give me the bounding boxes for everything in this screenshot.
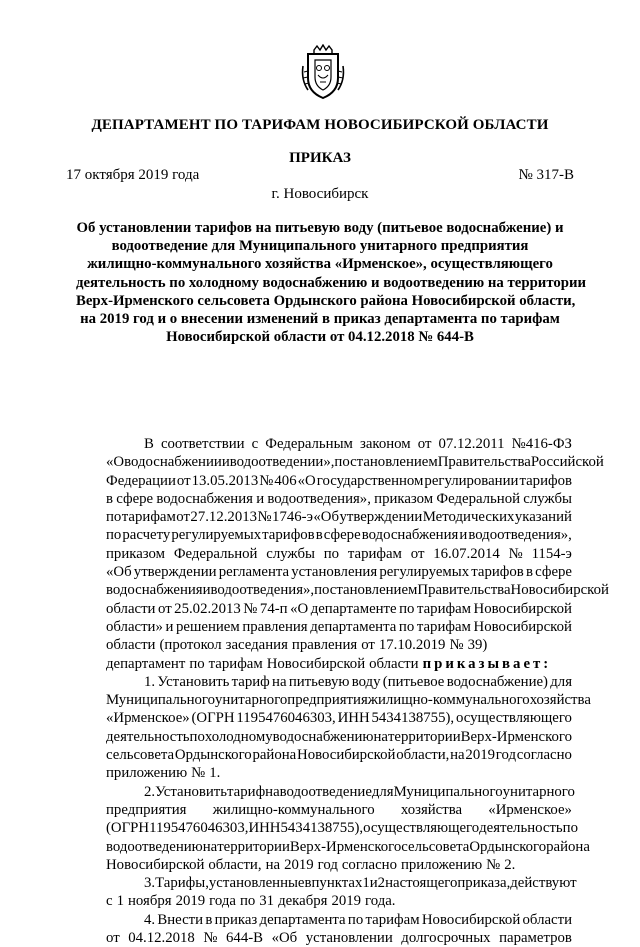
body-word: 2019 <box>284 856 314 873</box>
body-word: службы <box>266 545 315 562</box>
body-word: на <box>265 856 281 873</box>
body-word: 1195476046303, <box>149 820 249 837</box>
body-word: «О <box>290 600 309 617</box>
body-word: установленные <box>208 875 305 892</box>
body-word: водоотведения», <box>468 527 572 544</box>
body-word: 1746-э <box>272 509 313 526</box>
body-word: и <box>221 454 230 471</box>
body-word: приказа, <box>457 875 511 892</box>
body-word: года <box>209 893 236 910</box>
body-line <box>106 856 572 874</box>
body-word: предприятия <box>106 801 187 818</box>
body-word: для <box>371 783 394 800</box>
body-word: сфере <box>116 490 154 507</box>
body-word: хозяйства <box>400 801 463 818</box>
body-line <box>106 600 572 618</box>
body-word: 04.12.2018 <box>128 930 195 947</box>
body-word: тариф <box>227 783 266 800</box>
body-word: жилищно-коммунального <box>367 692 530 709</box>
body-word: № <box>508 545 523 562</box>
body-word: Установить <box>155 783 228 800</box>
body-word: 406 <box>274 472 297 489</box>
body-word: холодному <box>204 728 273 745</box>
body-word: 3. <box>144 875 156 892</box>
body-word: 1. <box>144 673 156 690</box>
body-word: на <box>202 838 218 855</box>
body-line <box>106 526 572 544</box>
body-word: 4. <box>144 911 156 928</box>
body-word: водоснабжение) <box>446 673 548 690</box>
body-line <box>106 545 572 563</box>
body-word: по <box>239 893 256 910</box>
body-word: Федерации <box>106 472 176 489</box>
body-word: района <box>546 838 590 855</box>
document-date: 17 октября 2019 года <box>66 167 200 183</box>
body-word: № <box>257 509 272 526</box>
body-word: по <box>347 911 364 928</box>
body-word: 31 <box>259 893 275 910</box>
body-word: № <box>203 930 218 947</box>
body-word: «О <box>106 454 125 471</box>
body-line <box>106 783 575 801</box>
body-word: постановлением <box>334 454 438 471</box>
body-word: Верх-Ирменского <box>460 728 572 745</box>
body-word: согласно <box>341 856 397 873</box>
body-word: год <box>317 856 338 873</box>
body-word: «Об <box>106 564 132 581</box>
body-word: Муниципального <box>393 783 503 800</box>
body-line <box>106 691 591 709</box>
body-word: «Ирменское» <box>488 801 572 818</box>
body-word: области <box>522 911 572 928</box>
body-word: правления <box>242 618 308 635</box>
body-word: и <box>459 527 468 544</box>
title-line: на 2019 год и о внесении изменений в приказ департамента по тарифам <box>80 311 560 328</box>
body-word: Правительства <box>417 582 511 599</box>
body-line <box>106 746 572 764</box>
body-word: на <box>373 728 388 745</box>
body-word: в <box>525 564 533 581</box>
body-word: 1154-э <box>531 545 572 562</box>
body-word: соответствии <box>160 436 245 452</box>
body-word: ноября <box>127 893 172 910</box>
body-word: по <box>399 600 415 617</box>
body-word: действуют <box>510 875 577 892</box>
title-line: водоотведение для Муниципального унитарного предприятия <box>111 238 529 255</box>
body-word: Ордынского <box>469 838 547 855</box>
body-word: от <box>157 600 172 617</box>
body-word: утверждении <box>339 509 423 526</box>
body-word: установления <box>291 564 378 581</box>
body-word: 74-п <box>259 600 288 617</box>
body-line <box>106 764 572 782</box>
body-word: тарифам <box>365 911 420 928</box>
body-word: регулируемых <box>171 527 262 544</box>
body-word: 2019 <box>175 893 206 910</box>
body-word: тарифов <box>471 564 524 581</box>
body-word: (ОГРН <box>191 710 235 727</box>
body-word: сельсовета <box>106 747 175 764</box>
body-word: от <box>176 472 191 489</box>
body-word: Методических <box>422 509 515 526</box>
body-word: Новосибирской <box>106 856 205 873</box>
body-word: № <box>486 856 501 873</box>
body-word: области» <box>106 618 163 635</box>
body-word: постановлением <box>314 582 418 599</box>
body-word: от <box>361 637 375 654</box>
spaced-word: приказывает: <box>422 655 552 672</box>
body-word: тариф <box>231 673 270 690</box>
body-word: год <box>495 747 516 764</box>
body-word: № <box>243 600 258 617</box>
title-line: деятельность по холодному водоснабжению и водоотведению на территории <box>76 274 587 291</box>
body-line <box>106 435 572 453</box>
body-word: (протокол <box>159 637 222 654</box>
body-word: тарифов <box>519 472 572 489</box>
body-word: осуществляющего <box>363 820 480 837</box>
document-type: ПРИКАЗ <box>289 150 351 166</box>
body-word: и <box>256 490 265 507</box>
body-line <box>106 563 572 581</box>
body-word: тарифам <box>347 545 402 562</box>
body-word: на <box>265 783 280 800</box>
body-line <box>106 892 572 910</box>
body-line <box>106 874 577 892</box>
body-word: Новосибирской <box>473 618 572 635</box>
body-word: Новосибирской <box>473 600 572 617</box>
body-word: Верх-Ирменского <box>289 838 402 855</box>
body-word: области, <box>396 747 450 764</box>
body-word: 13.05.2013 <box>191 472 259 489</box>
body-word: водоотведения», <box>267 490 371 507</box>
document-number: № 317-В <box>518 167 574 183</box>
body-word: 1. <box>209 765 221 782</box>
body-word: службы <box>523 490 572 507</box>
body-word: приложению <box>106 765 188 782</box>
body-line <box>106 581 609 599</box>
body-word: 1195476046303, <box>236 710 336 727</box>
body-word: по <box>562 820 578 837</box>
body-word: 5434138755), <box>280 820 364 837</box>
body-word: в <box>315 527 323 544</box>
body-word: № <box>191 765 206 782</box>
body-word: Установить <box>157 673 230 690</box>
body-word: унитарного <box>502 783 575 800</box>
body-word: осуществляющего <box>455 710 572 727</box>
body-word: 16.07.2014 <box>433 545 500 562</box>
body-word: хозяйства <box>529 692 591 709</box>
body-word: Новосибирской <box>510 582 609 599</box>
title-line: Верх-Ирменского сельсовета Ордынского района Новосибирской области, <box>76 292 576 309</box>
body-word: департаменте <box>310 600 397 617</box>
body-word: территории <box>217 838 290 855</box>
document-title <box>76 219 587 346</box>
body-word: по <box>106 509 122 526</box>
body-word: 644-В <box>226 930 264 947</box>
body-word: в <box>205 911 213 928</box>
body-word: государственном <box>316 472 424 489</box>
body-word: территории <box>387 728 461 745</box>
body-word: в <box>106 490 113 507</box>
body-word: области <box>369 655 419 672</box>
body-word: по <box>323 545 340 562</box>
body-word: тарифам <box>208 655 263 672</box>
body-word: настоящего <box>385 875 458 892</box>
title-line: Об установлении тарифов на питьевую воду (питьевое водоснабжение) и <box>76 220 564 236</box>
body-line <box>106 636 572 654</box>
body-line <box>106 911 572 929</box>
body-word: приказом <box>374 490 434 507</box>
document-city: г. Новосибирск <box>271 186 369 202</box>
body-word: Правительства <box>437 454 531 471</box>
body-word: № <box>449 637 464 654</box>
body-word: Новосибирской <box>297 747 396 764</box>
body-word: с <box>106 893 113 910</box>
body-word: от <box>106 930 120 947</box>
body-word: сельсовета <box>401 838 470 855</box>
body-word: регулируемых <box>379 564 470 581</box>
body-line <box>106 838 590 856</box>
body-line <box>106 508 572 526</box>
body-word: предприятия <box>287 692 368 709</box>
body-line <box>106 472 572 490</box>
body-word: по <box>189 728 205 745</box>
body-word: Федеральной <box>436 490 521 507</box>
body-word: Внести <box>157 911 204 928</box>
body-word: «О <box>297 472 316 489</box>
body-word: 5434138755), <box>371 710 455 727</box>
body-word: согласно <box>516 747 572 764</box>
body-word: департамента <box>259 911 346 928</box>
body-word: Федеральным <box>265 436 353 452</box>
body-word: водоснабжении <box>124 454 222 471</box>
body-word: водоснабжения <box>156 490 253 507</box>
body-word: по <box>106 527 122 544</box>
body-word: и <box>165 618 174 635</box>
body-word: водоотведению <box>106 838 203 855</box>
body-word: унитарного <box>215 692 288 709</box>
body-word: в <box>304 875 312 892</box>
body-word: области <box>106 637 156 654</box>
body-word: департамента <box>310 618 397 635</box>
body-word: ИНН <box>248 820 281 837</box>
body-word: «Об <box>271 930 298 947</box>
body-word: Муниципального <box>106 692 216 709</box>
body-word: года. <box>365 893 396 910</box>
body-word: заседания <box>225 637 288 654</box>
body-word: 2019 <box>331 893 362 910</box>
department-heading: ДЕПАРТАМЕНТ ПО ТАРИФАМ НОВОСИБИРСКОЙ ОБЛАСТИ <box>91 117 549 133</box>
body-word: пунктах <box>311 875 363 892</box>
body-line <box>106 728 572 746</box>
body-line <box>106 453 604 471</box>
body-word: тарифам <box>416 600 472 617</box>
body-word: 17.10.2019 <box>378 637 446 654</box>
body-word: для <box>550 673 572 690</box>
body-word: района <box>252 747 297 764</box>
body-line <box>106 709 572 727</box>
body-line <box>106 819 578 837</box>
body-word: параметров <box>499 930 572 947</box>
body-word: ИНН <box>337 710 370 727</box>
body-line <box>106 801 572 819</box>
body-line <box>106 655 572 673</box>
body-word: 1 <box>116 893 124 910</box>
body-word: №416-ФЗ <box>511 436 572 452</box>
body-word: водоснабжения <box>361 527 459 544</box>
body-word: «Об <box>313 509 339 526</box>
body-word: на <box>272 673 287 690</box>
body-word: 2 <box>377 875 386 892</box>
body-word: Ордынского <box>174 747 252 764</box>
body-word: 2019 <box>465 747 496 764</box>
body-word: и <box>202 582 211 599</box>
body-word: и <box>369 875 378 892</box>
body-word: тарифам <box>121 509 176 526</box>
body-word: водоотведение <box>279 783 372 800</box>
body-word: долгосрочных <box>401 930 491 947</box>
body-word: правления <box>291 637 358 654</box>
body-word: Российской <box>530 454 604 471</box>
body-word: от <box>410 545 425 562</box>
title-line: жилищно-коммунального хозяйства «Ирменское», осуществляющего <box>87 256 553 273</box>
document-body <box>106 435 609 947</box>
body-word: декабря <box>278 893 328 910</box>
body-word: с <box>251 436 259 452</box>
body-word: Новосибирской <box>266 655 366 672</box>
body-word: 2. <box>144 783 156 800</box>
body-word: водоотведении», <box>229 454 335 471</box>
body-word: утверждении <box>133 564 217 581</box>
body-word: регламента <box>218 564 290 581</box>
body-word: приказ <box>214 911 258 928</box>
body-word: законом <box>360 436 411 452</box>
body-word: сфере <box>323 527 361 544</box>
body-word: регулировании <box>424 472 519 489</box>
body-word: В <box>144 436 154 452</box>
body-word: департамент <box>106 655 186 672</box>
body-word: деятельность <box>479 820 563 837</box>
body-word: (питьевое <box>382 673 445 690</box>
body-word: Федеральной <box>173 545 258 562</box>
body-line <box>106 618 572 636</box>
body-word: сфере <box>535 564 572 581</box>
body-word: 07.12.2011 <box>438 436 505 452</box>
body-word: водоснабжению <box>272 728 374 745</box>
body-word: области <box>106 600 156 617</box>
body-line <box>106 929 572 947</box>
body-word: № <box>259 472 274 489</box>
body-word: от <box>417 436 432 452</box>
body-line <box>106 490 572 508</box>
body-word: по <box>398 618 415 635</box>
coat-of-arms-emblem <box>300 44 346 102</box>
body-word: 25.02.2013 <box>174 600 241 617</box>
body-word: указаний <box>514 509 572 526</box>
body-word: водоотведения», <box>210 582 315 599</box>
body-word: (ОГРН <box>106 820 150 837</box>
title-line: Новосибирской области от 04.12.2018 № 644-В <box>166 329 474 346</box>
body-word: деятельность <box>106 728 190 745</box>
body-word: по <box>189 655 205 672</box>
body-word: воду <box>351 673 381 690</box>
body-word: тарифов <box>262 527 315 544</box>
body-word: 2. <box>504 856 516 873</box>
body-word: на <box>450 747 465 764</box>
body-word: 27.12.2013 <box>190 509 258 526</box>
body-word: питьевую <box>288 673 350 690</box>
body-word: расчету <box>122 527 171 544</box>
body-word: Тарифы, <box>155 875 209 892</box>
body-word: области, <box>208 856 262 873</box>
body-word: приказом <box>106 545 166 562</box>
body-line <box>106 673 572 691</box>
body-word: 1 <box>362 875 370 892</box>
body-word: установлении <box>305 930 393 947</box>
body-word: жилищно-коммунального <box>212 801 375 818</box>
body-word: тарифам <box>416 618 471 635</box>
body-word: приложению <box>400 856 483 873</box>
body-word: от <box>176 509 190 526</box>
body-word: «Ирменское» <box>106 710 190 727</box>
body-word: Новосибирской <box>421 911 521 928</box>
body-word: решением <box>176 618 240 635</box>
body-word: водоснабжения <box>106 582 203 599</box>
body-word: 39) <box>467 637 488 654</box>
